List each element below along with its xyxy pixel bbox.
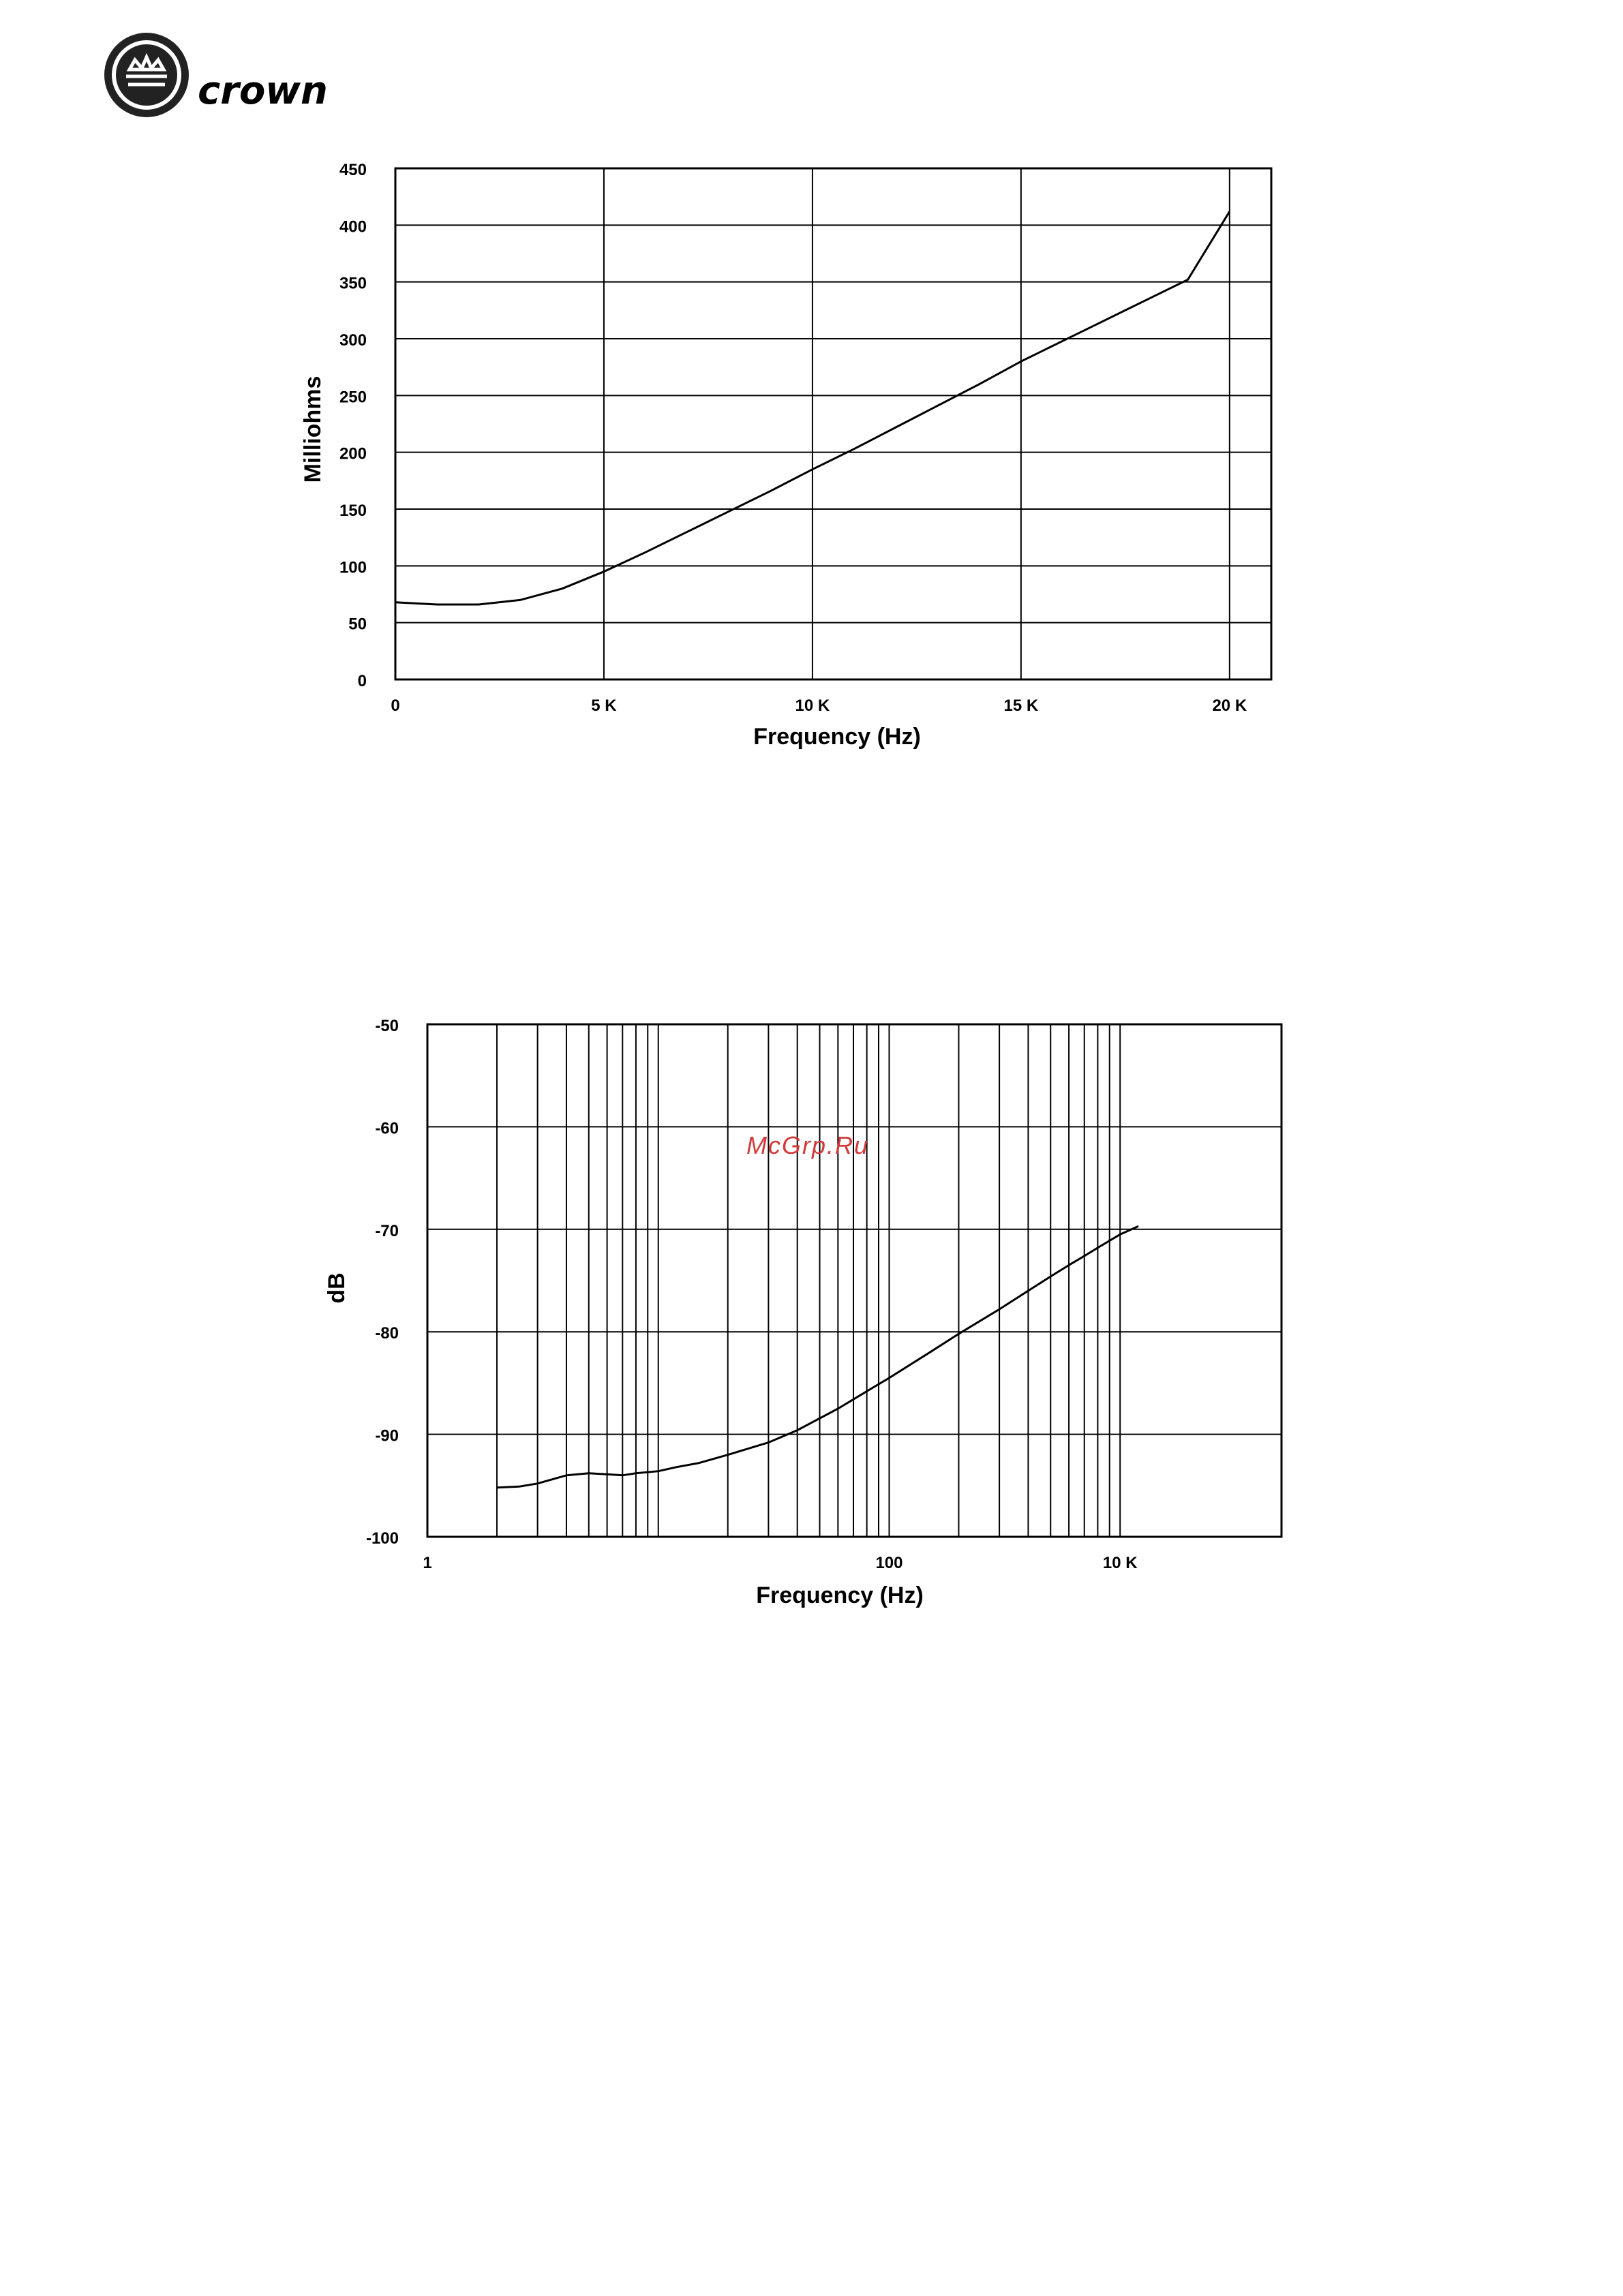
brand-name: crown	[198, 69, 328, 113]
watermark-text: McGrp.Ru	[746, 1131, 870, 1159]
crosstalk-y-tick-label: -90	[375, 1426, 399, 1445]
impedance-y-tick-label: 50	[348, 615, 367, 634]
impedance-y-tick-label: 150	[339, 502, 367, 520]
crosstalk-y-tick-label: -100	[365, 1529, 399, 1548]
crosstalk-plot-frame	[427, 1024, 1281, 1537]
impedance-x-tick-label: 15 K	[1003, 697, 1039, 715]
impedance-x-tick-label: 5 K	[591, 697, 617, 715]
impedance-y-tick-label: 400	[339, 217, 367, 236]
impedance-y-axis-label: Milliohms	[300, 376, 326, 483]
crosstalk-x-tick-label: 100	[875, 1554, 903, 1572]
crosstalk-series-line	[497, 1226, 1138, 1488]
crosstalk-y-axis-label: dB	[324, 1272, 350, 1304]
impedance-y-tick-label: 100	[339, 558, 367, 577]
impedance-y-tick-label: 350	[339, 274, 367, 293]
impedance-x-axis-label: Frequency (Hz)	[753, 724, 921, 750]
impedance-y-tick-label: 0	[357, 672, 367, 690]
impedance-y-tick-label: 450	[339, 161, 367, 179]
crosstalk-x-tick-label: 10 K	[1102, 1554, 1138, 1572]
impedance-y-tick-label: 300	[339, 331, 367, 350]
impedance-y-tick-label: 250	[339, 388, 367, 407]
impedance-x-tick-label: 20 K	[1212, 697, 1247, 715]
crosstalk-chart-grid	[427, 1024, 1281, 1537]
crosstalk-y-tick-label: -70	[375, 1221, 399, 1240]
impedance-x-tick-label: 0	[391, 697, 400, 715]
impedance-y-tick-label: 200	[339, 444, 367, 463]
impedance-x-tick-label: 10 K	[795, 697, 830, 715]
crosstalk-x-tick-label: 1	[423, 1554, 432, 1572]
crosstalk-y-tick-label: -50	[375, 1017, 399, 1035]
crosstalk-y-tick-label: -80	[375, 1324, 399, 1343]
crosstalk-x-axis-label: Frequency (Hz)	[756, 1582, 924, 1608]
crosstalk-y-tick-label: -60	[375, 1119, 399, 1138]
